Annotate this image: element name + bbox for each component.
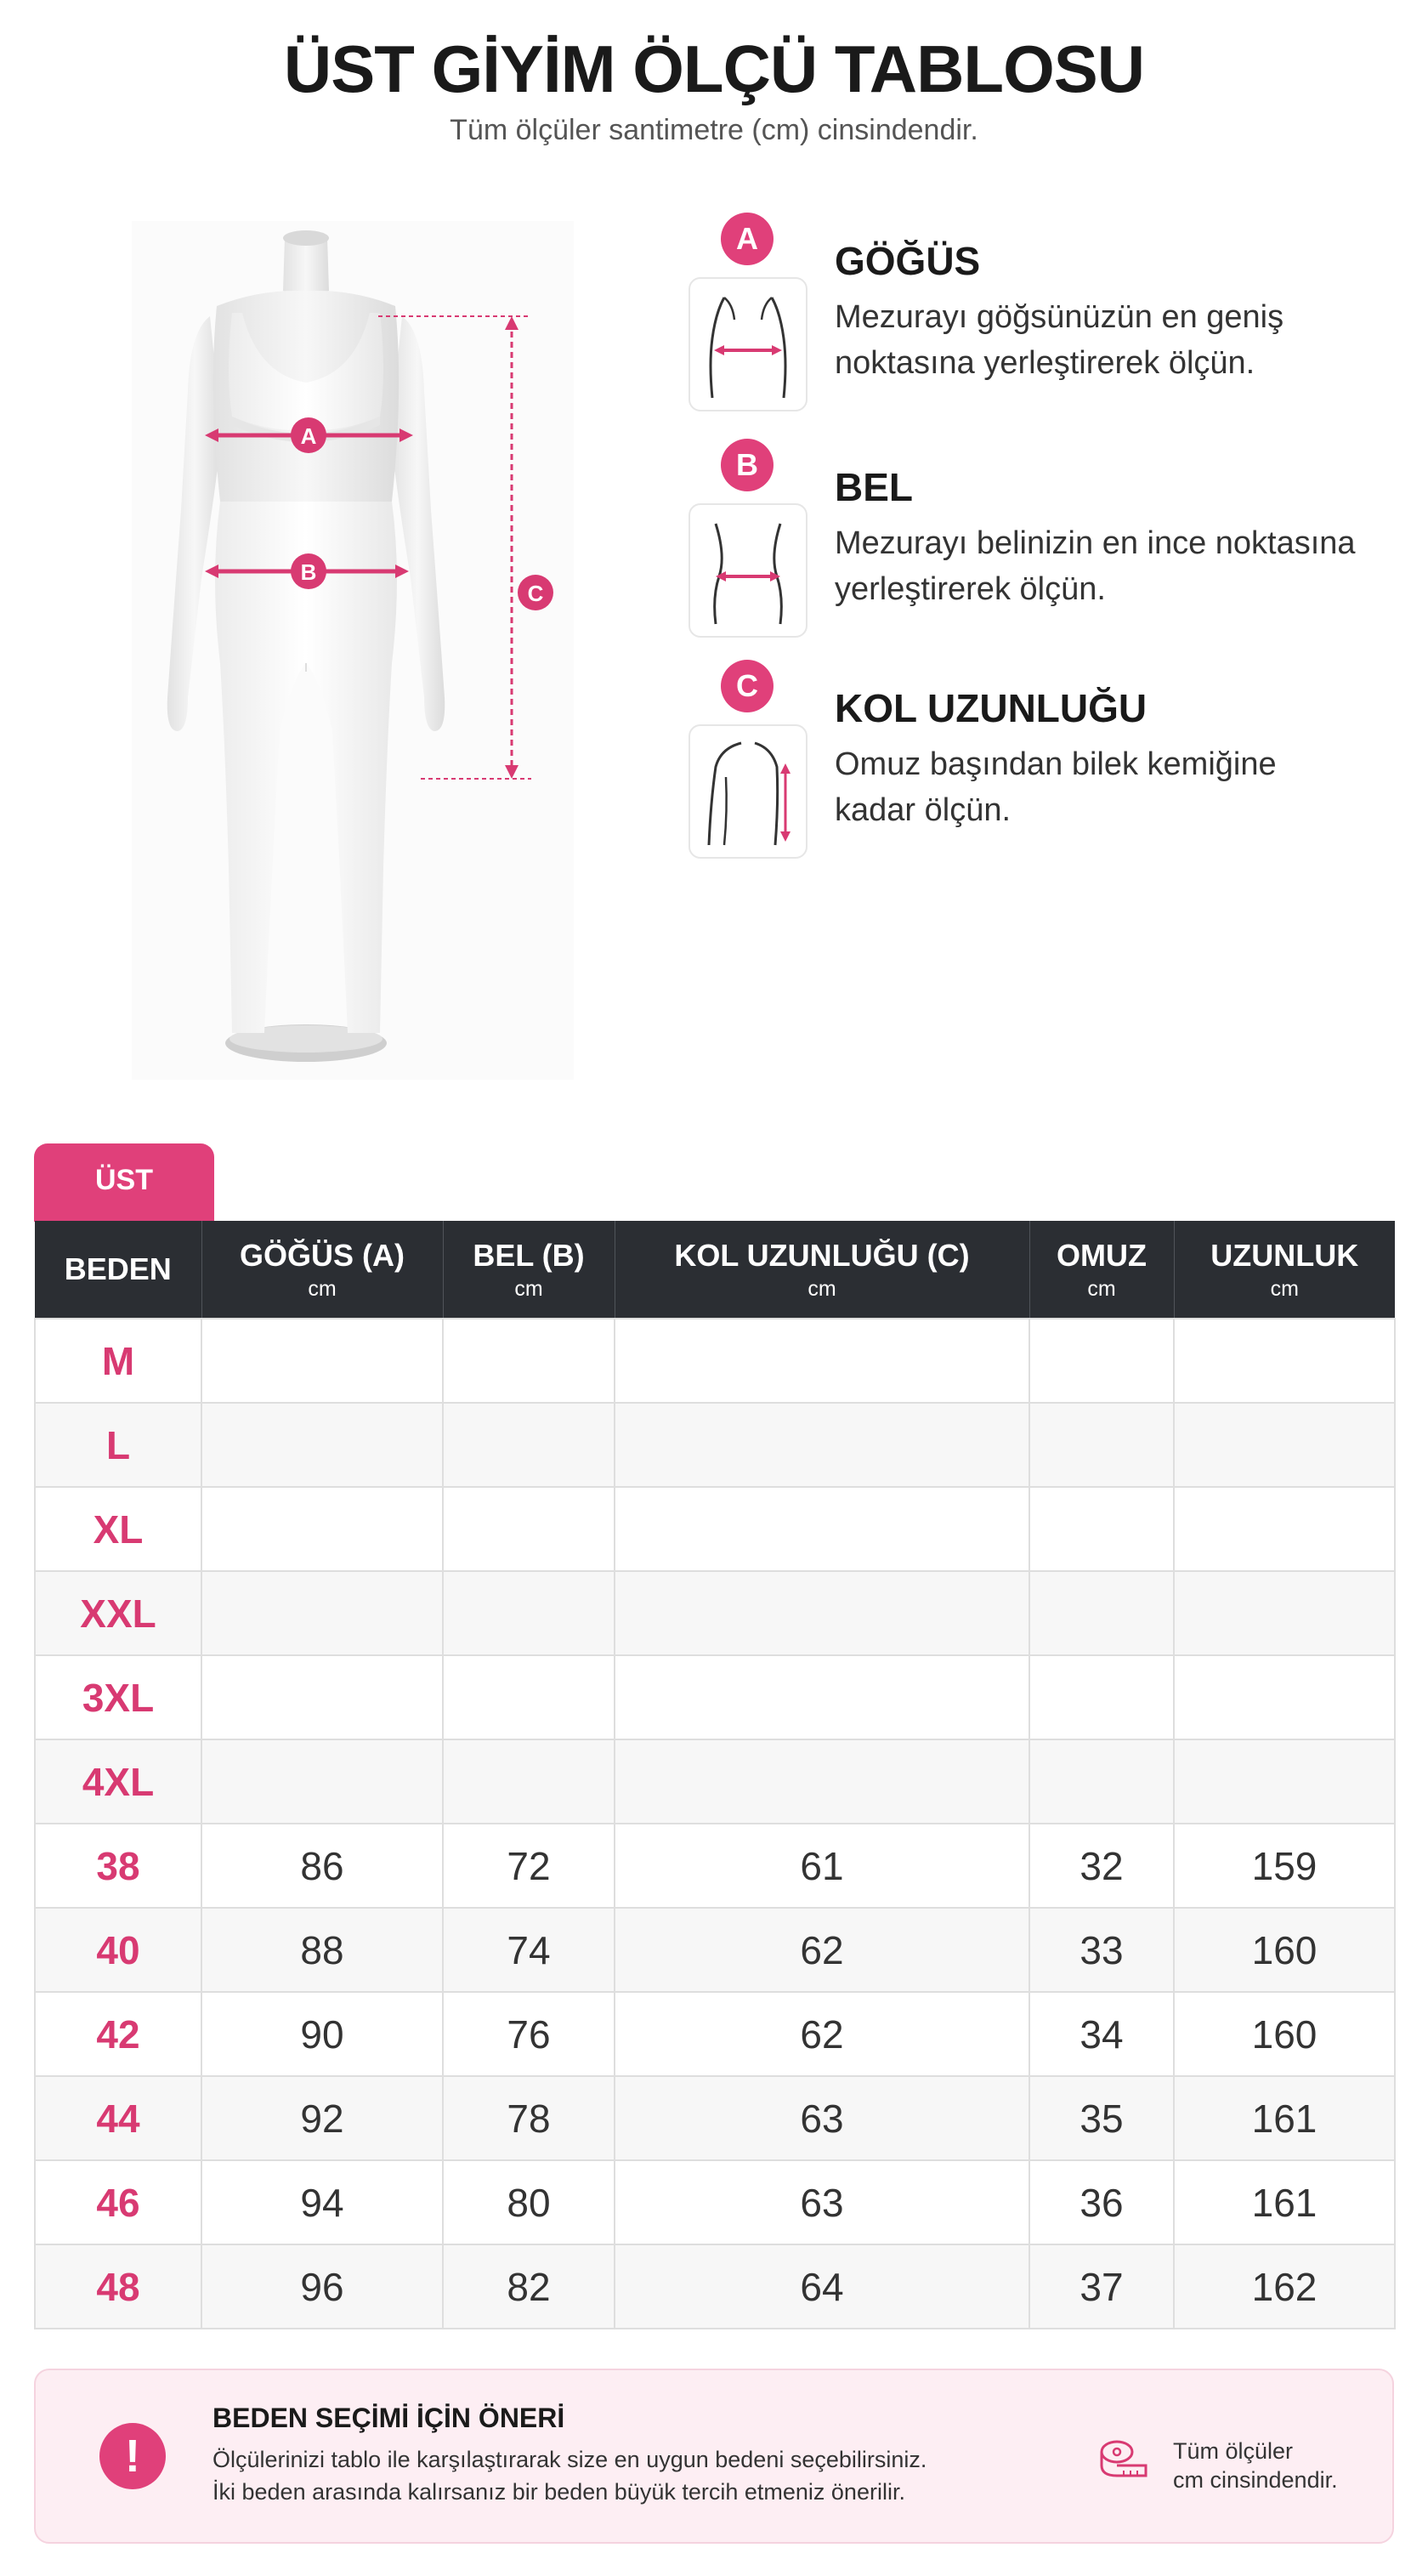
table-cell: 159 xyxy=(1174,1824,1395,1908)
tab-ust[interactable]: ÜST xyxy=(34,1143,214,1222)
table-row xyxy=(35,2160,1395,2244)
table-cell xyxy=(1174,1571,1395,1655)
table-cell: 32 xyxy=(1029,1824,1174,1908)
header-size: BEDEN xyxy=(35,1221,201,1319)
recommendation-note xyxy=(34,2369,1394,2544)
page-title: ÜST GİYİM ÖLÇÜ TABLOSU xyxy=(283,31,1145,106)
table-cell xyxy=(1029,1487,1174,1571)
table-cell xyxy=(201,1655,443,1739)
header-chest: GÖĞÜS (A) cm xyxy=(201,1221,443,1319)
size-cell: XL xyxy=(35,1487,201,1571)
table-row xyxy=(35,1403,1395,1487)
marker-a-label: A xyxy=(300,423,317,449)
guide-item-waist xyxy=(687,439,1401,651)
size-cell: XXL xyxy=(35,1571,201,1655)
table-cell xyxy=(1029,1319,1174,1403)
size-cell: 3XL xyxy=(35,1655,201,1739)
table-cell xyxy=(443,1319,615,1403)
header-shoulder: OMUZ cm xyxy=(1029,1221,1174,1319)
table-cell xyxy=(615,1403,1029,1487)
table-cell: 64 xyxy=(615,2244,1029,2329)
table-row xyxy=(35,2244,1395,2329)
page-subtitle: Tüm ölçüler santimetre (cm) cinsindendir. xyxy=(450,114,978,146)
header-waist: BEL (B) cm xyxy=(443,1221,615,1319)
table-row xyxy=(35,1739,1395,1824)
guide-desc-sleeve xyxy=(835,741,1396,833)
guide-desc-waist-line2: yerleştirerek ölçün. xyxy=(835,571,1106,607)
table-cell xyxy=(1174,1739,1395,1824)
table-cell xyxy=(1029,1571,1174,1655)
table-cell: 90 xyxy=(201,1992,443,2076)
guide-desc-chest-line2: noktasına yerleştirerek ölçün. xyxy=(835,345,1255,381)
note-side-line-2: cm cinsindendir. xyxy=(1173,2467,1338,2493)
table-cell: 62 xyxy=(615,1992,1029,2076)
note-side-text xyxy=(1173,2437,1338,2494)
size-table xyxy=(34,1221,1396,2329)
table-cell xyxy=(443,1487,615,1571)
header-length: UZUNLUK cm xyxy=(1174,1221,1395,1319)
marker-c-label: C xyxy=(527,581,544,606)
guide-item-chest xyxy=(687,213,1401,425)
guide-badge-a: A xyxy=(721,213,774,265)
guide-name-waist: BEL xyxy=(835,465,913,509)
guide-desc-waist-line1: Mezurayı belinizin en ince noktasına xyxy=(835,525,1356,561)
size-cell: 44 xyxy=(35,2076,201,2160)
table-cell xyxy=(1174,1655,1395,1739)
table-cell xyxy=(443,1655,615,1739)
table-cell: 36 xyxy=(1029,2160,1174,2244)
guide-name-sleeve: KOL UZUNLUĞU xyxy=(835,686,1148,730)
table-row xyxy=(35,1655,1395,1739)
table-row xyxy=(35,1571,1395,1655)
note-line-2: İki beden arasında kalırsanız bir beden büyük tercih etmeniz önerilir. xyxy=(212,2479,905,2505)
table-cell: 76 xyxy=(443,1992,615,2076)
table-cell xyxy=(1029,1403,1174,1487)
size-cell: 40 xyxy=(35,1908,201,1992)
table-row xyxy=(35,2076,1395,2160)
mannequin-figure xyxy=(132,221,574,1080)
marker-b-label: B xyxy=(300,559,317,585)
table-cell: 88 xyxy=(201,1908,443,1992)
table-cell xyxy=(443,1403,615,1487)
exclamation-icon: ! xyxy=(99,2423,166,2489)
table-cell xyxy=(201,1571,443,1655)
guide-desc-waist xyxy=(835,520,1396,612)
table-row xyxy=(35,1487,1395,1571)
table-cell xyxy=(443,1739,615,1824)
table-cell xyxy=(1174,1403,1395,1487)
table-cell: 63 xyxy=(615,2076,1029,2160)
table-cell: 94 xyxy=(201,2160,443,2244)
table-header-row xyxy=(35,1221,1395,1319)
mannequin-illustration xyxy=(132,221,574,1080)
table-cell: 96 xyxy=(201,2244,443,2329)
guide-desc-chest xyxy=(835,294,1396,386)
table-cell: 74 xyxy=(443,1908,615,1992)
note-line-1: Ölçülerinizi tablo ile karşılaştırarak size en uygun bedeni seçebilirsiniz. xyxy=(212,2447,927,2472)
guide-desc-sleeve-line1: Omuz başından bilek kemiğine xyxy=(835,746,1277,782)
table-row xyxy=(35,1908,1395,1992)
table-cell: 63 xyxy=(615,2160,1029,2244)
size-cell: 4XL xyxy=(35,1739,201,1824)
table-cell: 160 xyxy=(1174,1992,1395,2076)
measuring-tape-icon xyxy=(1098,2437,1151,2481)
table-cell: 35 xyxy=(1029,2076,1174,2160)
guide-badge-c: C xyxy=(721,660,774,712)
table-row xyxy=(35,1824,1395,1908)
table-cell: 80 xyxy=(443,2160,615,2244)
note-side-line-1: Tüm ölçüler xyxy=(1173,2438,1294,2464)
table-row xyxy=(35,1319,1395,1403)
table-row xyxy=(35,1992,1395,2076)
guide-name-chest: GÖĞÜS xyxy=(835,239,981,283)
table-cell xyxy=(1174,1487,1395,1571)
table-cell: 86 xyxy=(201,1824,443,1908)
table-cell: 161 xyxy=(1174,2076,1395,2160)
table-cell xyxy=(615,1571,1029,1655)
guide-badge-b: B xyxy=(721,439,774,491)
table-cell xyxy=(201,1739,443,1824)
table-cell xyxy=(615,1739,1029,1824)
table-cell: 161 xyxy=(1174,2160,1395,2244)
sleeve-diagram-icon xyxy=(688,724,808,859)
table-cell xyxy=(1174,1319,1395,1403)
table-cell xyxy=(201,1487,443,1571)
table-cell: 34 xyxy=(1029,1992,1174,2076)
waist-diagram-icon xyxy=(688,503,808,638)
table-cell: 72 xyxy=(443,1824,615,1908)
table-cell xyxy=(201,1319,443,1403)
guide-desc-chest-line1: Mezurayı göğsünüzün en geniş xyxy=(835,299,1284,335)
size-cell: L xyxy=(35,1403,201,1487)
chest-diagram-icon xyxy=(688,277,808,411)
note-title: BEDEN SEÇİMİ İÇİN ÖNERİ xyxy=(212,2403,565,2433)
table-cell xyxy=(443,1571,615,1655)
table-cell xyxy=(615,1655,1029,1739)
size-cell: 46 xyxy=(35,2160,201,2244)
table-cell xyxy=(615,1319,1029,1403)
table-cell: 61 xyxy=(615,1824,1029,1908)
header-sleeve-length: KOL UZUNLUĞU (C) cm xyxy=(615,1221,1029,1319)
table-cell: 62 xyxy=(615,1908,1029,1992)
table-cell: 37 xyxy=(1029,2244,1174,2329)
table-cell: 82 xyxy=(443,2244,615,2329)
guide-item-sleeve xyxy=(687,660,1401,872)
size-cell: 48 xyxy=(35,2244,201,2329)
size-cell: 42 xyxy=(35,1992,201,2076)
table-cell xyxy=(615,1487,1029,1571)
table-cell xyxy=(201,1403,443,1487)
table-cell: 33 xyxy=(1029,1908,1174,1992)
table-cell: 160 xyxy=(1174,1908,1395,1992)
table-cell xyxy=(1029,1655,1174,1739)
table-cell xyxy=(1029,1739,1174,1824)
size-cell: 38 xyxy=(35,1824,201,1908)
size-cell: M xyxy=(35,1319,201,1403)
table-cell: 78 xyxy=(443,2076,615,2160)
table-cell: 92 xyxy=(201,2076,443,2160)
table-cell: 162 xyxy=(1174,2244,1395,2329)
guide-desc-sleeve-line2: kadar ölçün. xyxy=(835,792,1012,828)
